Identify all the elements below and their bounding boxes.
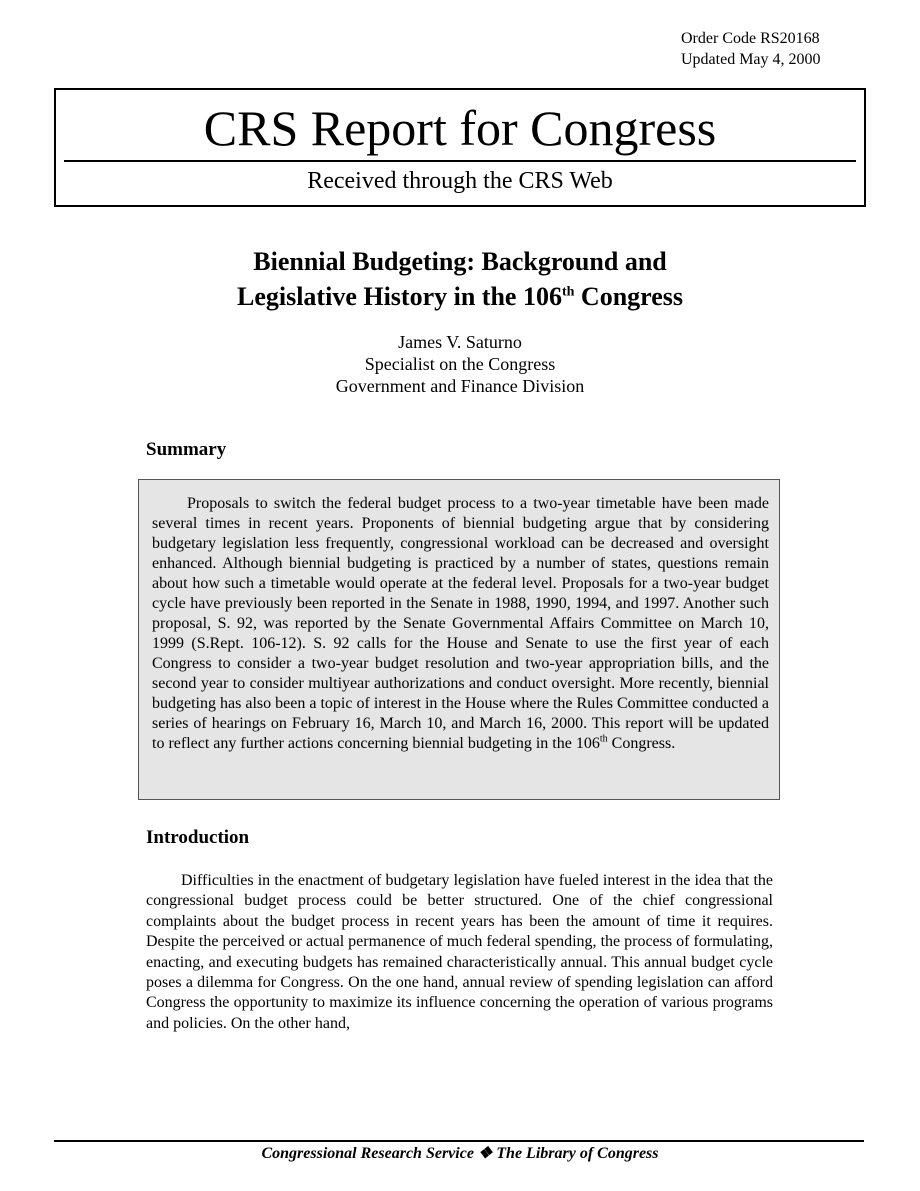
footer-divider [54, 1140, 864, 1142]
updated-date: Updated May 4, 2000 [681, 51, 821, 68]
summary-box [138, 479, 780, 800]
footer-separator-icon: ❖ [477, 1145, 493, 1162]
author-division: Government and Finance Division [335, 376, 585, 396]
order-code: Order Code RS20168 [681, 30, 820, 47]
footer [0, 1144, 920, 1164]
masthead-title: CRS Report for Congress [203, 100, 717, 156]
footer-publisher: Congressional Research Service [261, 1145, 474, 1162]
summary-ordinal: th [599, 733, 608, 745]
report-title-line2 [0, 279, 920, 314]
masthead [54, 88, 866, 207]
author-block [0, 331, 920, 397]
introduction-text: Difficulties in the enactment of budgetary legislation have fueled interest in the idea that the congressional budget process could be better structured. One of the chief congressional complaints about the budget process in recent years has been the amount of time it requires. Despite the perceived or actual permanence of much federal spending, the process of formulating, enacting, and executing budgets has remained characteristically annual. This annual budget cycle poses a dilemma for Congress. On the one hand, annual review of spending legislation can afford Congress the opportunity to maximize its influence concerning the operation of various programs and policies. On the other hand, [146, 872, 773, 1032]
author-name: James V. Saturno [398, 332, 522, 352]
report-title-line2-pre: Legislative History in the 106 [236, 282, 562, 311]
order-code-block [681, 28, 821, 70]
summary-text-end: Congress. [607, 735, 676, 752]
summary-heading: Summary [146, 439, 227, 460]
author-role: Specialist on the Congress [364, 354, 556, 374]
report-title [0, 244, 920, 314]
report-title-ordinal: th [561, 284, 575, 300]
summary-text [152, 494, 769, 754]
footer-library: The Library of Congress [496, 1145, 659, 1162]
masthead-divider [64, 160, 856, 162]
report-title-line2-post: Congress [574, 282, 684, 311]
introduction-heading: Introduction [146, 827, 250, 848]
report-title-line1: Biennial Budgeting: Background and [253, 247, 667, 276]
masthead-subtitle: Received through the CRS Web [307, 168, 613, 194]
summary-text-body: Proposals to switch the federal budget process to a two-year timetable have been made several times in recent years. Proponents of biennial budgeting argue that by considering budgetary legislation less frequently, congressional workload can be decreased and oversight enhanced. Although biennial budgeting is practiced by a number of states, questions remain about how such a timetable would operate at the federal level. Proposals for a two-year budget cycle have previously been reported in the Senate in 1988, 1990, 1994, and 1997. Another such proposal, S. 92, was reported by the Senate Governmental Affairs Committee on March 10, 1999 (S.Rept. 106-12). S. 92 calls for the House and Senate to use the first year of each Congress to consider a two-year budget resolution and two-year appropriation bills, and the second year to consider multiyear authorizations and conduct oversight. More recently, biennial budgeting has also been a topic of interest in the House where the Rules Committee conducted a series of hearings on February 16, March 10, and March 16, 2000. This report will be updated to reflect any further actions concerning biennial budgeting in the 106 [152, 495, 769, 752]
